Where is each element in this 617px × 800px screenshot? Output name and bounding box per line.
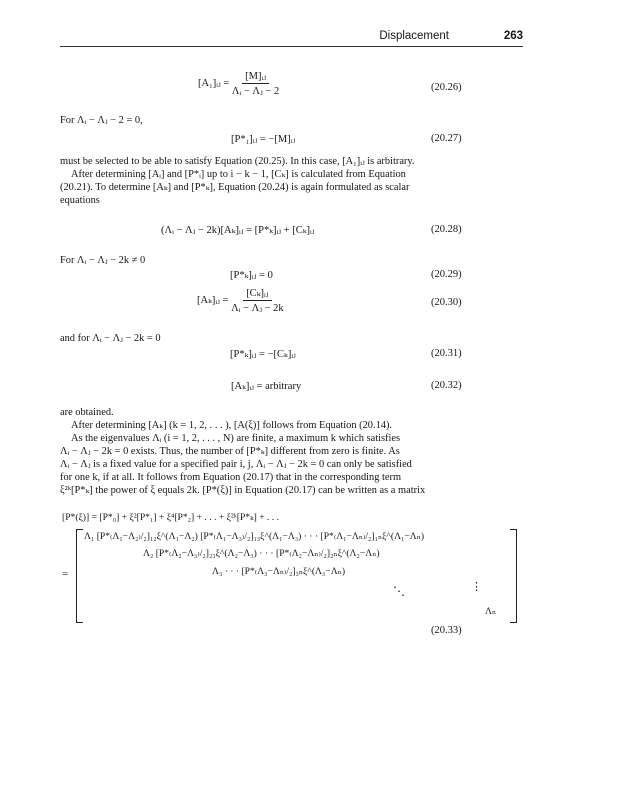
series-expansion: [P*(ξ)] = [P*₀] + ξ²[P*₁] + ξ⁴[P*₂] + . . . + ξ²ᵏ[P*ₖ] + . . . <box>62 512 279 523</box>
text-line: ξ²ᵏ[P*ₖ] the power of ξ equals 2k. [P*(ξ)] in Equation (20.17) can be written as a matrix <box>60 485 426 496</box>
page-number: 263 <box>503 30 523 42</box>
equation-20-31: [P*ₖ]ᵢⱼ = −[Cₖ]ᵢⱼ <box>230 349 296 360</box>
text-line: equations <box>60 195 100 206</box>
eq-lhs: [A₁]ᵢⱼ = <box>198 77 230 89</box>
running-header: Displacement <box>379 30 449 42</box>
equation-number: (20.29) <box>431 269 462 280</box>
numerator: [Cₖ]ᵢⱼ <box>243 287 271 301</box>
equation-20-32: [Aₖ]ᵢⱼ = arbitrary <box>231 381 302 392</box>
text-line: for one k, if at all. It follows from Equation (20.17) that in the corresponding term <box>60 472 402 483</box>
matrix-row-2: Λ₂ [P*₍Λ₂−Λ₃₎/₂]₂₃ξ^(Λ₂−Λ₃) · · · [P*₍Λ₂−Λₙ₎/₂]₂ₙξ^(Λ₂−Λₙ) <box>143 548 380 559</box>
header-rule <box>60 46 523 47</box>
text-line: After determining [Aₖ] (k = 1, 2, . . . ), [A(ξ)] follows from Equation (20.14). <box>71 420 393 431</box>
text-line: and for Λᵢ − Λⱼ − 2k = 0 <box>60 333 161 344</box>
equation-number: (20.32) <box>431 380 462 391</box>
equation-20-28: (Λᵢ − Λⱼ − 2k)[Aₖ]ᵢⱼ = [P*ₖ]ᵢⱼ + [Cₖ]ᵢⱼ <box>161 225 315 236</box>
equation-number: (20.31) <box>431 348 462 359</box>
equation-number: (20.28) <box>431 224 462 235</box>
denominator: Λᵢ − Λⱼ − 2 <box>231 86 280 97</box>
matrix-row-n: Λₙ <box>485 606 497 617</box>
equals-sign: = <box>62 568 69 580</box>
text-line: After determining [Aᵢ] and [P*ᵢ] up to i − k − 1, [Cₖ] is calculated from Equation <box>71 169 406 180</box>
text-line: are obtained. <box>60 407 114 418</box>
equation-number: (20.33) <box>431 625 462 636</box>
left-bracket <box>76 529 83 623</box>
equation-number: (20.27) <box>431 133 462 144</box>
text-line: Λᵢ − Λⱼ − 2k = 0 exists. Thus, the number of [P*ₖ] different from zero is finite. As <box>60 446 400 457</box>
text-line: For Λᵢ − Λⱼ − 2k ≠ 0 <box>60 255 146 266</box>
equation-20-26 <box>198 70 279 97</box>
text-line: For Λᵢ − Λⱼ − 2 = 0, <box>60 115 143 126</box>
vertical-dots: ⋮ <box>471 581 482 593</box>
equation-20-30 <box>197 287 284 314</box>
text-line: As the eigenvalues Λᵢ (i = 1, 2, . . . , N) are finite, a maximum k which satisfies <box>71 433 401 444</box>
matrix-row-1: Λ₁ [P*₍Λ₁−Λ₂₎/₂]₁₂ξ^(Λ₁−Λ₂) [P*₍Λ₁−Λ₃₎/₂]₁₃ξ^(Λ₁−Λ₃) · · · [P*₍Λ₁−Λₙ₎/₂]₁ₙξ^(Λ₁−Λₙ) <box>84 531 425 542</box>
matrix-row-3: Λ₃ · · · [P*₍Λ₃−Λₙ₎/₂]₃ₙξ^(Λ₃−Λₙ) <box>212 566 346 577</box>
eq-lhs: [Aₖ]ᵢⱼ = <box>197 294 229 306</box>
numerator: [M]ᵢⱼ <box>242 70 269 84</box>
text-line: Λᵢ − Λⱼ is a fixed value for a specified pair i, j, Λᵢ − Λⱼ − 2k = 0 can only be satisfied <box>60 459 412 470</box>
fraction <box>232 70 279 97</box>
equation-number: (20.30) <box>431 297 462 308</box>
equation-20-29: [P*ₖ]ᵢⱼ = 0 <box>230 270 273 281</box>
right-bracket <box>510 529 517 623</box>
text-line: must be selected to be able to satisfy Equation (20.25). In this case, [A₁]ᵢⱼ is arbitrary. <box>60 156 415 167</box>
text-line: (20.21). To determine [Aₖ] and [P*ₖ], Equation (20.24) is again formulated as scalar <box>60 182 410 193</box>
denominator: Λᵢ − Λⱼ − 2k <box>231 303 284 314</box>
equation-number: (20.26) <box>431 82 462 93</box>
diagonal-dots: ⋱ <box>393 584 405 598</box>
fraction <box>231 287 284 314</box>
equation-20-27: [P*₁]ᵢⱼ = −[M]ᵢⱼ <box>231 134 296 145</box>
